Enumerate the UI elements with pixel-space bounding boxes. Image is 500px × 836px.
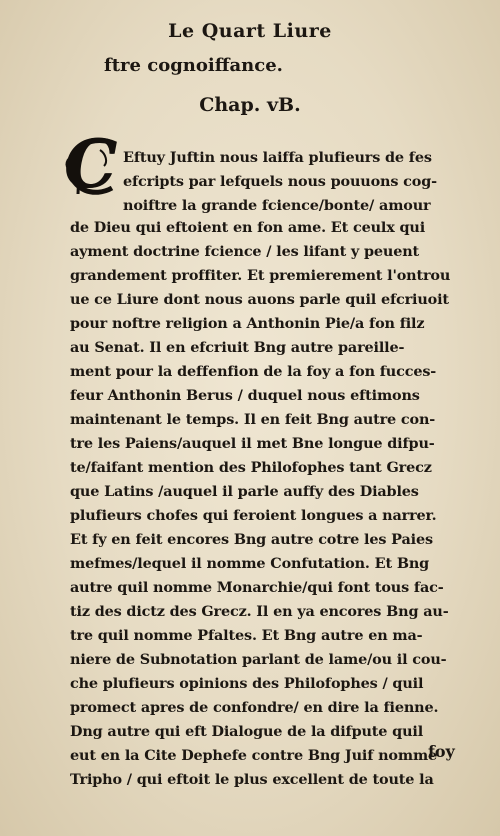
text-line: plufieurs chofes qui feroient longues a narrer.: [70, 507, 437, 524]
text-line: que Latins /auquel il parle auffy des Diables: [70, 483, 419, 500]
text-line: au Senat. Il en efcriuit Bng autre pareille-: [70, 339, 405, 356]
text-line: che plufieurs opinions des Philofophes / quil: [70, 675, 424, 692]
text-line: feur Anthonin Berus / duquel nous eftimons: [70, 387, 420, 404]
text-line: ment pour la deffenfion de la foy a fon fucces-: [70, 363, 437, 380]
catchword: foy: [428, 742, 455, 761]
text-line: de Dieu qui eftoient en fon ame. Et ceulx qui: [70, 219, 426, 236]
text-line: Et fy en feit encores Bng autre cotre les Paies: [70, 531, 433, 548]
text-line: te/faifant mention des Philofophes tant Grecz: [70, 459, 432, 476]
text-line: ue ce Liure dont nous auons parle quil efcriuoit: [70, 291, 449, 308]
body-text: [0, 146, 500, 786]
running-head: Le Quart Liure: [168, 20, 332, 42]
text-line: niere de Subnotation parlant de lame/ou il cou-: [70, 651, 447, 668]
text-line: tre les Paiens/auquel il met Bne longue difpu-: [70, 435, 435, 452]
carryover-line: ftre cognoiffance.: [104, 55, 283, 76]
text-line: tre quil nomme Pfaltes. Et Bng autre en ma-: [70, 627, 423, 644]
text-line: efcripts par lefquels nous pouuons cog-: [123, 173, 437, 190]
text-line: maintenant le temps. Il en feit Bng autre con-: [70, 411, 436, 428]
text-line: pour noftre religion a Anthonin Pie/a fon filz: [70, 315, 425, 332]
text-line: grandement proffiter. Et premierement l'ontrou: [70, 267, 451, 284]
text-line: autre quil nomme Monarchie/qui font tous fac-: [70, 579, 444, 596]
chapter-heading: Chap. vB.: [199, 94, 301, 116]
text-line: eut en la Cite Dephefe contre Bng Juif nomme: [70, 747, 438, 764]
text-line: noiftre la grande fcience/bonte/ amour: [123, 197, 431, 214]
text-line: tiz des dictz des Grecz. Il en ya encores Bng au-: [70, 603, 449, 620]
text-line: Dng autre qui eft Dialogue de la difpute quil: [70, 723, 424, 740]
text-line: mefmes/lequel il nomme Confutation. Et Bng: [70, 555, 430, 572]
text-line: Tripho / qui eftoit le plus excellent de toute la: [70, 771, 434, 788]
text-line: Eftuy Juftin nous laiffa plufieurs de fes: [123, 149, 432, 166]
text-line: promect apres de confondre/ en dire la fienne.: [70, 699, 439, 716]
dropcap-letter: C: [64, 125, 117, 203]
text-line: ayment doctrine fcience / les lifant y peuent: [70, 243, 420, 260]
